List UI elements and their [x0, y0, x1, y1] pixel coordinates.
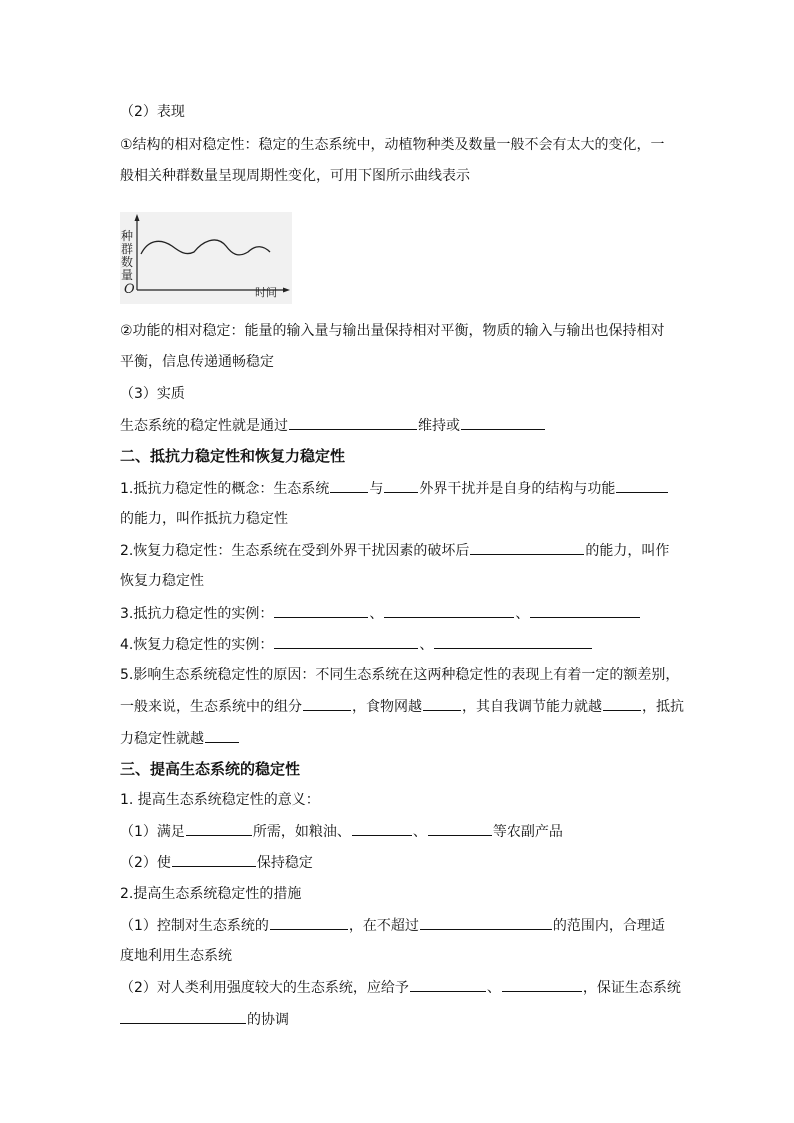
- factors-blank-2[interactable]: [423, 696, 461, 711]
- factors-line-2: [120, 696, 684, 717]
- resistance-blank-3[interactable]: [616, 478, 668, 493]
- resilience-example-blank-1[interactable]: [274, 634, 418, 649]
- essence-line: [120, 415, 546, 436]
- factors-text-e: 力稳定性就越: [120, 731, 204, 747]
- significance-item-1: [120, 821, 563, 842]
- factors-blank-1[interactable]: [303, 696, 351, 711]
- factors-line-3: [120, 728, 240, 749]
- x-axis-arrow: [283, 288, 290, 293]
- section-heading-2: 二、抵抗力稳定性和恢复力稳定性: [120, 447, 346, 465]
- resistance-concept-line-1: [120, 478, 669, 499]
- measure-1-text-a: （1）控制对生态系统的: [120, 918, 269, 934]
- essence-text-b: 维持或: [418, 418, 460, 434]
- measure-1-blank-1[interactable]: [270, 915, 348, 930]
- significance-2-text-a: （2）使: [120, 855, 171, 871]
- resilience-blank-1[interactable]: [470, 540, 584, 555]
- significance-1-blank-3[interactable]: [428, 821, 492, 836]
- resistance-example-blank-1[interactable]: [274, 603, 368, 618]
- graph-y-label: 种群数量: [121, 229, 134, 282]
- structure-stability-line-2: 般相关种群数量呈现周期性变化，可用下图所示曲线表示: [120, 168, 470, 184]
- measure-1-text-c: 的范围内，合理适: [552, 918, 665, 934]
- measure-2-blank-2[interactable]: [502, 977, 582, 992]
- factors-text-d: ，抵抗: [642, 699, 684, 715]
- resistance-text-a: 1.抵抗力稳定性的概念：生态系统: [120, 481, 330, 497]
- significance-1-blank-2[interactable]: [352, 821, 412, 836]
- resilience-example-blank-2[interactable]: [434, 634, 592, 649]
- significance-title: 1. 提高生态系统稳定性的意义：: [120, 792, 320, 808]
- graph-x-label: 时间: [255, 286, 277, 299]
- significance-item-2: [120, 852, 313, 873]
- y-axis-arrow: [135, 214, 140, 221]
- separator-5: 、: [486, 980, 501, 996]
- resistance-examples-text: 3.抵抗力稳定性的实例：: [120, 606, 274, 622]
- measure-2-text-b: ，保证生态系统: [582, 980, 681, 996]
- factors-text-a: 一般来说，生态系统中的组分: [120, 699, 302, 715]
- graph-origin-label: O: [124, 282, 135, 297]
- resistance-example-blank-3[interactable]: [530, 603, 640, 618]
- resilience-text-a: 2.恢复力稳定性：生态系统在受到外界干扰因素的破坏后: [120, 543, 470, 559]
- resilience-concept-line-2: 恢复力稳定性: [120, 573, 204, 589]
- separator-1: 、: [369, 606, 384, 622]
- function-stability-line-1: ②功能的相对稳定：能量的输入量与输出量保持相对平衡，物质的输入与输出也保持相对: [120, 323, 665, 339]
- significance-1-blank-1[interactable]: [186, 821, 252, 836]
- measure-1-text-b: ，在不超过: [348, 918, 419, 934]
- resistance-concept-line-2: 的能力，叫作抵抗力稳定性: [120, 511, 288, 527]
- population-curve: [141, 240, 270, 255]
- population-fluctuation-graph: [120, 212, 292, 304]
- measure-2-blank-1[interactable]: [410, 977, 486, 992]
- resistance-blank-1[interactable]: [330, 478, 368, 493]
- section-title-essence: （3）实质: [120, 386, 185, 402]
- resistance-text-c: 外界干扰并是自身的结构与功能: [419, 481, 616, 497]
- resistance-blank-2[interactable]: [384, 478, 418, 493]
- section-title-performance: （2）表现: [120, 104, 185, 120]
- significance-1-text-b: 所需，如粮油、: [252, 824, 351, 840]
- resistance-text-b: 与: [369, 481, 384, 497]
- measure-2-line-2: [120, 1009, 289, 1030]
- measure-2-text-c: 的协调: [247, 1012, 289, 1028]
- separator-2: 、: [515, 606, 530, 622]
- measure-1-line-2: 度地利用生态系统: [120, 948, 232, 964]
- factors-blank-3[interactable]: [603, 696, 641, 711]
- factors-text-c: ，其自我调节能力就越: [462, 699, 602, 715]
- resilience-concept-line-1: [120, 540, 669, 561]
- measure-1-blank-2[interactable]: [420, 915, 552, 930]
- significance-2-blank-1[interactable]: [172, 852, 256, 867]
- essence-blank-1[interactable]: [289, 415, 417, 430]
- resilience-examples-text: 4.恢复力稳定性的实例：: [120, 637, 274, 653]
- separator-3: 、: [419, 637, 434, 653]
- resilience-text-b: 的能力，叫作: [585, 543, 670, 559]
- measures-title: 2.提高生态系统稳定性的措施: [120, 886, 302, 902]
- measure-2-blank-3[interactable]: [120, 1009, 246, 1024]
- resistance-examples-line: [120, 603, 641, 624]
- resistance-example-blank-2[interactable]: [384, 603, 514, 618]
- measure-1-line-1: [120, 915, 665, 936]
- structure-stability-line-1: ①结构的相对稳定性：稳定的生态系统中，动植物种类及数量一般不会有太大的变化，一: [120, 137, 665, 153]
- essence-blank-2[interactable]: [461, 415, 545, 430]
- factors-text-b: ，食物网越: [352, 699, 422, 715]
- separator-4: 、: [412, 824, 427, 840]
- function-stability-line-2: 平衡，信息传递通畅稳定: [120, 354, 274, 370]
- factors-line-1: 5.影响生态系统稳定性的原因：不同生态系统在这两种稳定性的表现上有着一定的额差别，: [120, 667, 680, 683]
- section-heading-3: 三、提高生态系统的稳定性: [120, 760, 301, 778]
- measure-2-text-a: （2）对人类利用强度较大的生态系统，应给予: [120, 980, 409, 996]
- factors-blank-4[interactable]: [205, 728, 239, 743]
- essence-text-a: 生态系统的稳定性就是通过: [120, 418, 288, 434]
- resilience-examples-line: [120, 634, 593, 655]
- measure-2-line-1: [120, 977, 681, 998]
- significance-2-text-b: 保持稳定: [256, 855, 313, 871]
- significance-1-text-c: 等农副产品: [492, 824, 563, 840]
- significance-1-text-a: （1）满足: [120, 824, 185, 840]
